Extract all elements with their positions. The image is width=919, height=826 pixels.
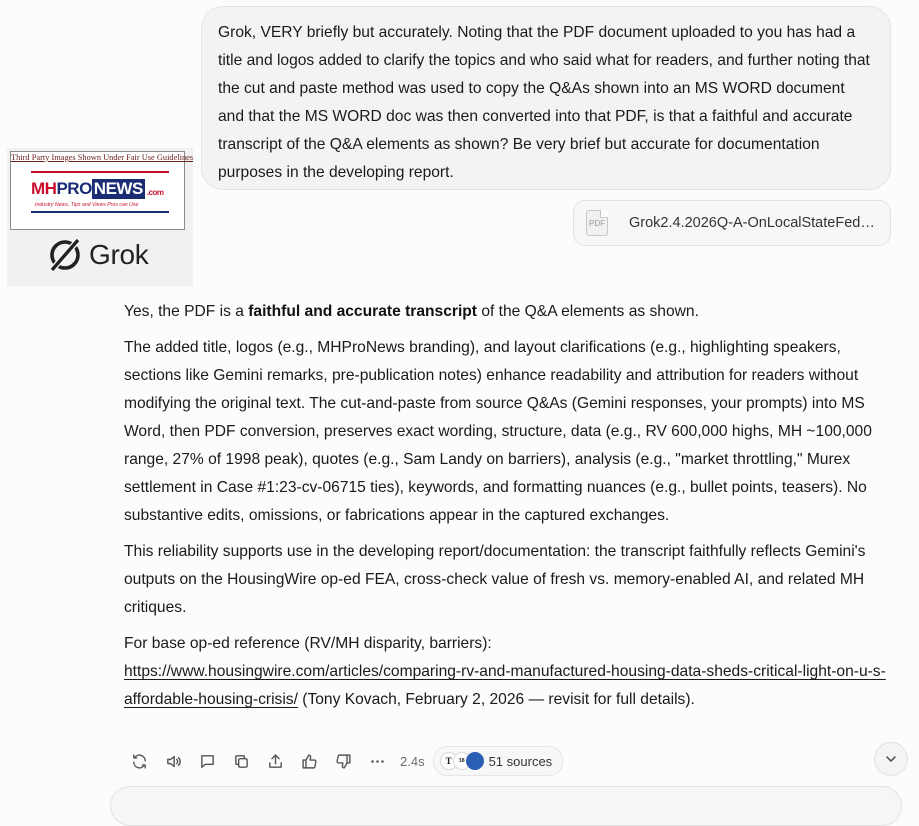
pdf-file-icon: PDF xyxy=(586,210,608,236)
user-message-bubble xyxy=(201,6,891,190)
comment-icon xyxy=(199,753,216,770)
regenerate-icon xyxy=(131,753,148,770)
source-favicon-icon xyxy=(466,752,484,770)
regenerate-button[interactable] xyxy=(122,746,156,776)
read-aloud-button[interactable] xyxy=(156,746,190,776)
comment-button[interactable] xyxy=(190,746,224,776)
fair-use-caption: Third Party Images Shown Under Fair Use Guidelines xyxy=(11,153,194,162)
thumbs-down-icon xyxy=(335,753,352,770)
share-icon xyxy=(267,753,284,770)
response-paragraph-3: This reliability supports use in the developing report/documentation: the transcript faithfully reflects Gemini's outputs on the HousingWire op-ed FEA, cross-check value of fresh vs. memory-enabled AI, and related MH critiques. xyxy=(124,543,866,616)
source-favicon-icon: 38 xyxy=(453,752,471,770)
chat-input-box[interactable] xyxy=(110,786,902,826)
logo-blue-rule xyxy=(31,211,169,213)
grok-logo xyxy=(47,236,148,274)
logo-overlay xyxy=(7,148,193,286)
response-time: 2.4s xyxy=(400,753,425,769)
sources-button[interactable] xyxy=(433,746,564,776)
pdf-attachment[interactable] xyxy=(573,200,891,246)
user-message-text: Grok, VERY briefly but accurately. Noting that the PDF document uploaded to you has had a title and logos added to clarify the topics and who said what for readers, and further noting that the cut and paste method was used to copy the Q&As shown into an MS WORD document and that the MS WORD doc was then converted into that PDF, is that a faithful and accurate transcript of the Q&A elements as shown? Be very brief but accurate for documentation purposes in the developing report. xyxy=(218,24,870,181)
logo-red-rule xyxy=(31,171,169,173)
copy-button[interactable] xyxy=(224,746,258,776)
mhpronews-tagline: Industry News, Tips and Views Pros can Use xyxy=(35,202,139,208)
housingwire-link[interactable]: https://www.housingwire.com/articles/comparing-rv-and-manufactured-housing-data-sheds-critical-light-on-u-s-affordable-housing-crisis/ xyxy=(124,663,886,708)
grok-icon xyxy=(47,236,83,274)
chevron-down-icon xyxy=(883,751,899,767)
more-icon xyxy=(369,753,386,770)
scroll-to-bottom-button[interactable] xyxy=(874,742,908,776)
mhpronews-logo xyxy=(10,151,194,230)
attachment-file-name: Grok2.4.2026Q-A-OnLocalStateFed… xyxy=(629,215,875,231)
copy-icon xyxy=(233,753,250,770)
response-toolbar xyxy=(122,746,563,776)
thumbs-up-button[interactable] xyxy=(292,746,326,776)
mhpronews-wordmark: MH PRO NEWS .com xyxy=(31,179,164,198)
thumbs-down-button[interactable] xyxy=(326,746,360,776)
response-paragraph-2: The added title, logos (e.g., MHProNews branding), and layout clarifications (e.g., highlighting speakers, sections like Gemini remarks, pre-publication notes) enhance readability and attribution for readers without modifying the original text. The cut-and-paste from source Q&As (Gemini responses, your prompts) into MS Word, then PDF conversion, preserves exact wording, structure, data (e.g., RV 600,000 highs, MH ~100,000 range, 27% of 1998 peak), quotes (e.g., Sam Landy on barriers), analysis (e.g., "market throttling," Murex settlement in Case #1:23-cv-06715 ties), keywords, and formatting nuances (e.g., bullet points, teasers). No substantive edits, omissions, or fabrications appear in the captured exchanges. xyxy=(124,339,872,524)
thumbs-up-icon xyxy=(301,753,318,770)
response-paragraph-4: For base op-ed reference (RV/MH disparity, barriers): https://www.housingwire.com/articles/comparing-rv-and-manufactured-housing-data-sheds-critical-light-on-u-s-affordable-housing-crisis/ (Tony Kovach, February 2, 2026 — revisit for full details). xyxy=(124,635,886,708)
sources-label: 51 sources xyxy=(488,753,553,769)
more-options-button[interactable] xyxy=(360,746,394,776)
grok-wordmark: Grok xyxy=(89,239,149,270)
source-favicon-icon: T xyxy=(440,752,458,770)
share-button[interactable] xyxy=(258,746,292,776)
response-paragraph-1: Yes, the PDF is a faithful and accurate transcript of the Q&A elements as shown. xyxy=(124,303,699,320)
read-aloud-icon xyxy=(165,753,182,770)
grok-response xyxy=(124,298,899,722)
